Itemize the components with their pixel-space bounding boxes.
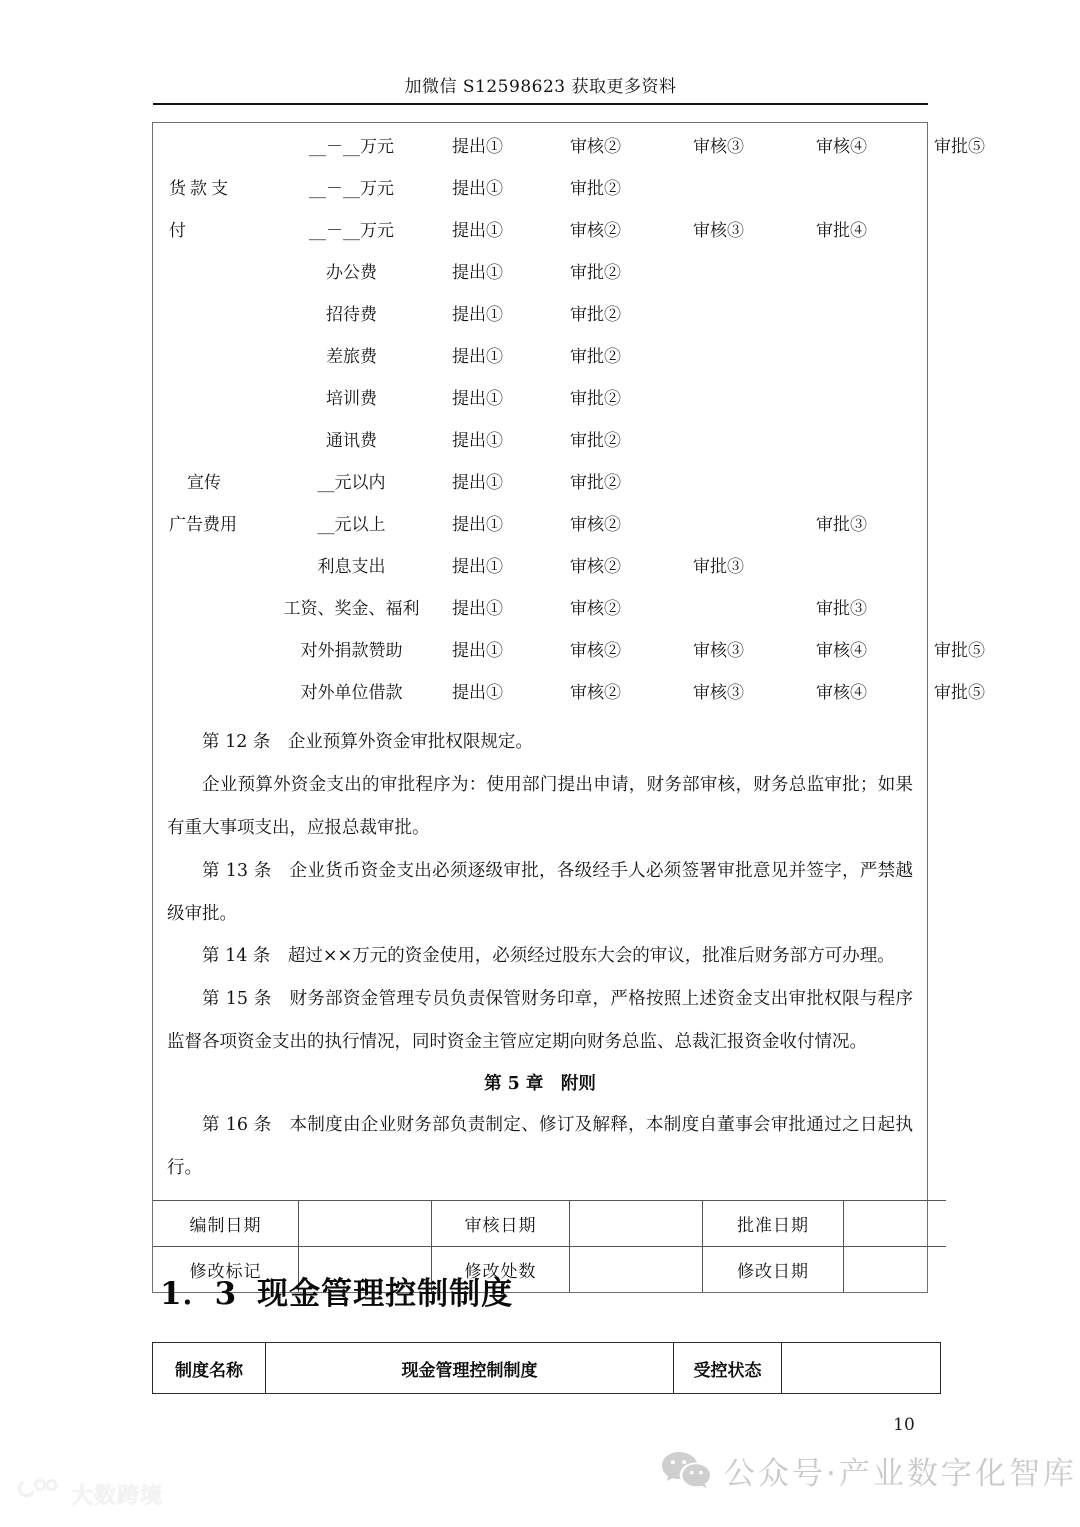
table-row xyxy=(153,669,1039,711)
revision-date-label: 修改日期 xyxy=(703,1247,844,1293)
row-step-3 xyxy=(685,459,808,501)
clause-14: 第 14 条 超过××万元的资金使用，必须经过股东大会的审议，批准后财务部方可办理。 xyxy=(202,946,895,967)
row-step-3 xyxy=(685,291,808,333)
row-category xyxy=(153,333,259,375)
row-step-4 xyxy=(808,165,926,207)
watermark-wechat-official-account xyxy=(660,1448,1077,1493)
clause-12-body: 企业预算外资金支出的审批程序为：使用部门提出申请，财务部审核，财务总监审批；如果有重大事项支出，应报总裁审批。 xyxy=(167,774,913,838)
row-step-5 xyxy=(926,543,1039,585)
table-row xyxy=(153,1343,941,1394)
row-step-2: 审核② xyxy=(570,556,621,577)
row-step-4: 审核④ xyxy=(816,136,867,157)
row-step-3: 审核③ xyxy=(693,220,744,241)
row-step-2: 审核② xyxy=(570,598,621,619)
row-category: 付 xyxy=(169,220,186,241)
row-step-5 xyxy=(926,459,1039,501)
row-step-2: 审批② xyxy=(570,178,621,199)
table-row xyxy=(153,333,1039,375)
row-range: __元以内 xyxy=(317,472,386,493)
row-step-3: 审核③ xyxy=(693,136,744,157)
row-category: 广告费用 xyxy=(169,514,237,535)
section-number: 1．3 xyxy=(160,1276,238,1312)
row-step-1: 提出① xyxy=(452,598,503,619)
row-category: 宣传 xyxy=(187,472,221,493)
clauses-block xyxy=(153,711,927,1200)
approve-date-value[interactable] xyxy=(844,1201,947,1247)
row-range: 差旅费 xyxy=(326,346,377,367)
header-rule xyxy=(153,103,928,105)
row-step-3 xyxy=(685,375,808,417)
row-step-1: 提出① xyxy=(452,178,503,199)
row-step-4 xyxy=(808,249,926,291)
row-category: 货款支 xyxy=(169,178,232,199)
row-category xyxy=(153,543,259,585)
revision-count-label: 修改处数 xyxy=(432,1247,570,1293)
table-row xyxy=(153,165,1039,207)
clause-16: 第 16 条 本制度由企业财务部负责制定、修订及解释，本制度自董事会审批通过之日起执行。 xyxy=(167,1115,913,1179)
row-category xyxy=(153,249,259,291)
row-step-3 xyxy=(685,333,808,375)
row-step-4 xyxy=(808,333,926,375)
row-step-3 xyxy=(685,585,808,627)
watermark-dashukuajing xyxy=(18,1478,163,1510)
row-step-3: 审批③ xyxy=(693,556,744,577)
row-step-2: 审批② xyxy=(570,346,621,367)
row-step-5: 审批⑤ xyxy=(934,682,985,703)
table-row xyxy=(153,291,1039,333)
clause-15: 第 15 条 财务部资金管理专员负责保管财务印章，严格按照上述资金支出审批权限与程序监督各项资金支出的执行情况，同时资金主管应定期向财务总监、总裁汇报资金收付情况。 xyxy=(167,989,913,1053)
table-row xyxy=(153,627,1039,669)
row-step-5 xyxy=(926,417,1039,459)
row-step-5 xyxy=(926,333,1039,375)
main-content-frame xyxy=(152,122,985,1293)
row-range: 对外捐款赞助 xyxy=(300,640,403,661)
prepare-date-value[interactable] xyxy=(299,1201,432,1247)
control-status-label: 受控状态 xyxy=(674,1343,782,1394)
row-step-2: 审批② xyxy=(570,304,621,325)
table-row xyxy=(153,585,1039,627)
table-row xyxy=(153,501,1039,543)
row-step-2: 审核② xyxy=(570,136,621,157)
row-step-3 xyxy=(685,417,808,459)
row-step-2: 审批② xyxy=(570,430,621,451)
brand-logo-icon xyxy=(18,1478,62,1510)
row-step-1: 提出① xyxy=(452,430,503,451)
table-row xyxy=(153,249,1039,291)
row-step-1: 提出① xyxy=(452,640,503,661)
row-step-2: 审批② xyxy=(570,262,621,283)
row-step-5: 审批⑤ xyxy=(934,640,985,661)
revision-mark-label: 修改标记 xyxy=(153,1247,299,1293)
row-step-4 xyxy=(808,375,926,417)
approval-authority-table xyxy=(153,123,1039,711)
table-row xyxy=(153,123,1039,165)
row-step-1: 提出① xyxy=(452,556,503,577)
prepare-date-label: 编制日期 xyxy=(153,1201,299,1247)
section-heading xyxy=(160,1268,513,1313)
row-range: 办公费 xyxy=(326,262,377,283)
revision-date-value[interactable] xyxy=(844,1247,947,1293)
review-date-value[interactable] xyxy=(570,1201,703,1247)
row-step-5 xyxy=(926,165,1039,207)
row-range: 利息支出 xyxy=(317,556,386,577)
row-step-3 xyxy=(685,249,808,291)
table-row xyxy=(153,207,1039,249)
table-row xyxy=(153,1201,946,1247)
row-step-4: 审批③ xyxy=(816,598,867,619)
row-step-4 xyxy=(808,459,926,501)
row-step-3: 审核③ xyxy=(693,682,744,703)
row-range: 招待费 xyxy=(326,304,377,325)
wechat-icon xyxy=(660,1450,712,1492)
row-range: __－__万元 xyxy=(309,178,394,199)
row-category xyxy=(153,585,259,627)
row-category xyxy=(153,669,259,711)
row-range: 工资、奖金、福利 xyxy=(283,598,420,619)
row-category xyxy=(153,627,259,669)
table-row xyxy=(153,417,1039,459)
row-step-4: 审核④ xyxy=(816,640,867,661)
row-step-1: 提出① xyxy=(452,514,503,535)
table-row xyxy=(153,375,1039,417)
row-step-2: 审批② xyxy=(570,388,621,409)
row-step-4 xyxy=(808,291,926,333)
row-step-2: 审核② xyxy=(570,640,621,661)
watermark-right-text: 公众号·产业数字化智库 xyxy=(724,1456,1077,1492)
row-range: 培训费 xyxy=(326,388,377,409)
running-header xyxy=(153,72,928,105)
row-step-5 xyxy=(926,501,1039,543)
row-step-2: 审核② xyxy=(570,682,621,703)
row-step-1: 提出① xyxy=(452,136,503,157)
row-category xyxy=(153,375,259,417)
review-date-label: 审核日期 xyxy=(432,1201,570,1247)
row-step-4: 审批④ xyxy=(816,220,867,241)
row-step-3 xyxy=(685,165,808,207)
table-row xyxy=(153,543,1039,585)
row-step-1: 提出① xyxy=(452,472,503,493)
row-step-5: 审批⑤ xyxy=(934,136,985,157)
row-range: 对外单位借款 xyxy=(300,682,403,703)
row-category xyxy=(153,291,259,333)
watermark-left-text: 大数跨境 xyxy=(71,1483,164,1509)
row-category xyxy=(153,123,259,165)
revision-count-value[interactable] xyxy=(570,1247,703,1293)
running-header-text: 加微信 S12598623 获取更多资料 xyxy=(404,77,677,97)
row-step-4 xyxy=(808,543,926,585)
row-step-1: 提出① xyxy=(452,682,503,703)
row-step-5 xyxy=(926,585,1039,627)
control-status-value[interactable] xyxy=(782,1343,941,1394)
row-step-2: 审批② xyxy=(570,472,621,493)
row-step-1: 提出① xyxy=(452,346,503,367)
row-step-1: 提出① xyxy=(452,388,503,409)
row-category xyxy=(153,417,259,459)
page-number: 10 xyxy=(893,1415,915,1435)
row-step-4: 审批③ xyxy=(816,514,867,535)
row-step-2: 审核② xyxy=(570,220,621,241)
row-step-1: 提出① xyxy=(452,220,503,241)
row-range: 通讯费 xyxy=(326,430,377,451)
clause-12: 第 12 条 企业预算外资金审批权限规定。 xyxy=(202,732,533,752)
row-step-5 xyxy=(926,291,1039,333)
row-step-3: 审核③ xyxy=(693,640,744,661)
row-step-5 xyxy=(926,249,1039,291)
clause-13: 第 13 条 企业货币资金支出必须逐级审批，各级经手人必须签署审批意见并签字，严禁越级审批。 xyxy=(167,860,913,924)
row-step-5 xyxy=(926,207,1039,249)
row-step-1: 提出① xyxy=(452,304,503,325)
row-range: __－__万元 xyxy=(309,136,394,157)
row-step-4: 审核④ xyxy=(816,682,867,703)
chapter-5-title: 第 5 章 附则 xyxy=(484,1074,596,1094)
row-step-1: 提出① xyxy=(452,262,503,283)
row-step-5 xyxy=(926,375,1039,417)
row-step-2: 审核② xyxy=(570,514,621,535)
policy-name-label: 制度名称 xyxy=(153,1343,266,1394)
policy-info-table xyxy=(152,1342,941,1394)
row-step-4 xyxy=(808,417,926,459)
section-title: 现金管理控制制度 xyxy=(257,1276,514,1312)
table-row xyxy=(153,459,1039,501)
row-range: __－__万元 xyxy=(309,220,394,241)
row-range: __元以上 xyxy=(317,514,386,535)
policy-name-value: 现金管理控制制度 xyxy=(266,1343,674,1394)
row-step-3 xyxy=(685,501,808,543)
approve-date-label: 批准日期 xyxy=(703,1201,844,1247)
